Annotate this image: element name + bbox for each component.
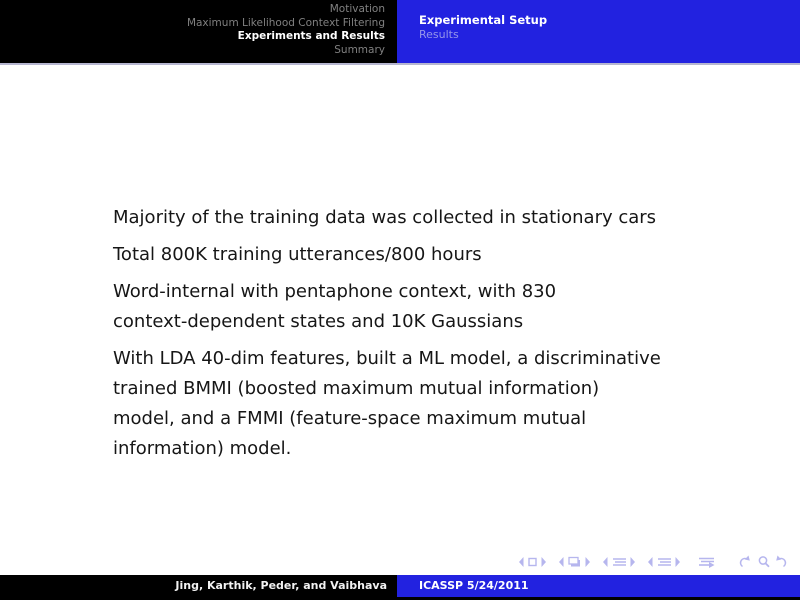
item-text: information) model. [113, 438, 292, 459]
slide-back-icon[interactable] [519, 557, 524, 567]
section-icon[interactable] [658, 559, 671, 565]
frame-back-icon[interactable] [559, 557, 564, 567]
frame-forward-icon[interactable] [586, 557, 591, 567]
go-forward-icon[interactable] [776, 556, 785, 567]
nav-section-summary[interactable]: Summary [334, 43, 385, 56]
find-icon[interactable] [759, 557, 769, 567]
item-text: context-dependent states and 10K Gaussians [113, 311, 524, 332]
slide-icon[interactable] [529, 559, 536, 566]
subsection-navigation [397, 0, 800, 63]
item-text: model, and a FMMI (feature-space maximum mutual [113, 408, 587, 429]
navigation-symbols [518, 554, 790, 570]
nav-subsection-results[interactable]: Results [419, 27, 459, 41]
appendix-icon[interactable] [699, 559, 715, 569]
item-text: Majority of the training data was collected in stationary cars [113, 207, 657, 228]
subsection-icon[interactable] [613, 559, 626, 565]
section-navigation [0, 0, 397, 63]
footline-bar [0, 575, 800, 600]
item-text: Total 800K training utterances/800 hours [113, 244, 482, 265]
nav-section-ml-context-filtering[interactable]: Maximum Likelihood Context Filtering [186, 16, 385, 29]
list-item [113, 277, 763, 337]
headline-separator [0, 63, 800, 65]
section-back-icon[interactable] [648, 557, 653, 567]
footer-authors: Jing, Karthik, Peder, and Vaibhava [0, 575, 397, 597]
nav-subsection-experimental-setup[interactable]: Experimental Setup [419, 13, 548, 27]
frame-icon[interactable] [569, 558, 580, 567]
slide-body [113, 203, 763, 471]
go-back-icon[interactable] [741, 556, 750, 567]
subsection-forward-icon[interactable] [631, 557, 636, 567]
item-text: Word-internal with pentaphone context, with 830 [113, 281, 557, 302]
list-item [113, 240, 763, 270]
slide-forward-icon[interactable] [542, 557, 547, 567]
section-forward-icon[interactable] [676, 557, 681, 567]
item-text: With LDA 40-dim features, built a ML model, a discriminative [113, 348, 661, 369]
list-item [113, 344, 763, 464]
footer-conference-date: ICASSP 5/24/2011 [397, 575, 800, 597]
nav-section-motivation[interactable]: Motivation [329, 3, 385, 15]
list-item [113, 203, 763, 233]
item-text: trained BMMI (boosted maximum mutual information) [113, 378, 600, 399]
subsection-back-icon[interactable] [603, 557, 608, 567]
headline-bar [0, 0, 800, 63]
nav-section-experiments-results[interactable]: Experiments and Results [237, 30, 385, 42]
